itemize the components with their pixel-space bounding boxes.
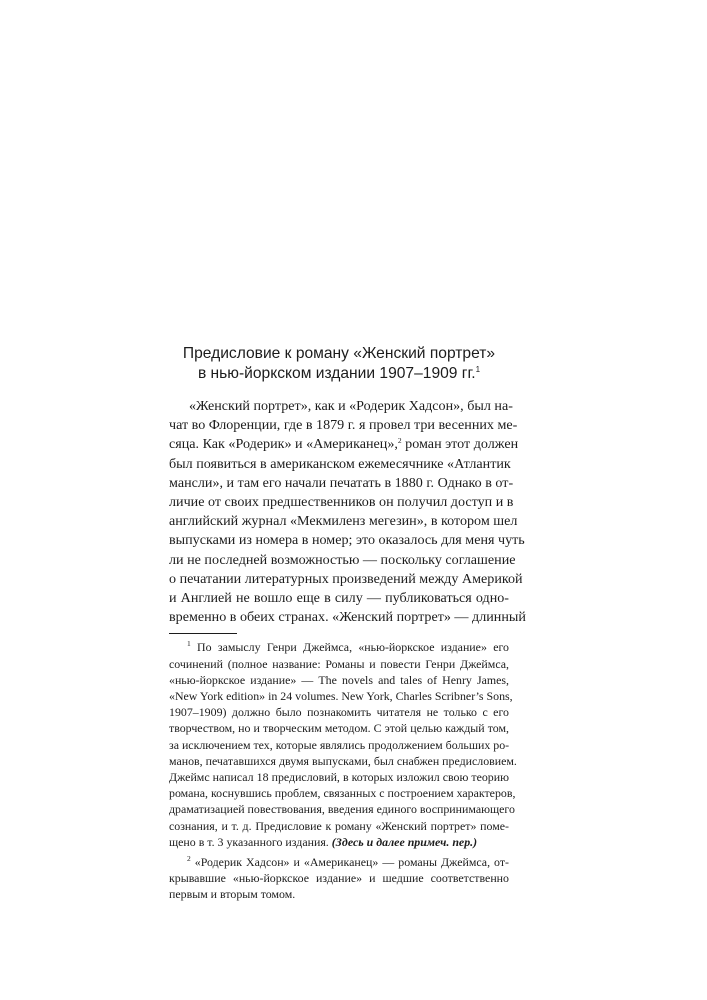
body-line: «Женский портрет», как и «Родерик Хадсон», был на- [189,398,513,414]
footnote-line: «нью-йоркское издание» — The novels and tales of Henry James, [169,672,509,687]
footnote-line: Джеймс написал 18 предисловий, в которых изложил свою теорию [169,770,509,785]
chapter-title-line-1: Предисловие к роману «Женский портрет» [182,345,496,362]
body-line: о печатании литературных произведений между Америкой [169,570,523,587]
footnote-line: за исключением тех, которые являлись продолжением больших ро- [169,737,510,752]
chapter-title [169,344,509,384]
body-line: английский журнал «Мекмиленз мегезин», в котором шел [169,513,518,530]
footnote-mark-1: 1 [187,639,191,649]
footnote-line: «New York edition» in 24 volumes. New York, Charles Scribner’s Sons, [169,689,513,704]
footnote-line: первым и вторым томом. [169,887,296,902]
footnote-line-text: «Родерик Хадсон» и «Американец» — романы Джеймса, от- [190,855,509,870]
footnote-line [169,854,509,870]
body-line: и Англией не вошло еще в силу — публиковаться одно- [169,590,509,607]
footnote-ref-1[interactable]: 1 [475,365,481,374]
body-line: ли не последней возможностью — поскольку соглашение [169,551,516,568]
footnote-divider [169,633,237,634]
footnote-line [169,834,509,850]
footnote-mark-2: 2 [187,854,191,864]
footnote-line: манов, печатавшихся двумя выпусками, был снабжен предисловием. [169,753,517,768]
body-line: выпусками из номера в номер; это оказалось для меня чуть [169,532,525,549]
footnote-1 [169,639,517,850]
body-line: был появиться в американском ежемесячнике «Атлантик [169,455,511,472]
footnote-line-text: По замыслу Генри Джеймса, «нью-йоркское издание» его [190,640,509,655]
footnote-line: сочинений (полное название: Романы и повести Генри Джеймса, [169,656,509,671]
footnote-ref-2[interactable]: 2 [397,436,402,446]
translator-note: (Здесь и далее примеч. пер.) [331,834,478,849]
footnote-line-text: щено в т. 3 указанного издания. [169,834,329,849]
body-line-tail: роман этот должен [401,436,519,453]
body-line-head: сяца. Как «Родерик» и «Американец», [169,436,398,453]
body-line [169,435,519,454]
body-paragraph [169,397,526,627]
body-line: чат во Флоренции, где в 1879 г. я провел три весенних ме- [169,417,518,434]
footnote-line [169,639,509,655]
chapter-title-line-2 [169,364,509,384]
footnote-line: романа, коснувшись проблем, связанных с построением характеров, [169,786,516,801]
footnote-line: драматизацией повествования, введения единого воспринимающего [169,802,515,817]
footnote-line: крывавшие «нью-йоркское издание» и шедшие соответственно [169,871,509,886]
footnote-line: сознания, и т. д. Предисловие к роману «Женский портрет» поме- [169,818,509,833]
chapter-title-line-2-text: в нью-йоркском издании 1907–1909 гг. [197,365,476,382]
body-line: личие от своих предшественников он получил доступ и в [169,494,514,511]
footnote-line: творчеством, но и творческим методом. С этой целью каждый том, [169,721,509,736]
page-column [169,344,526,907]
footnote-line: 1907–1909) должно было познакомить читателя не только с его [169,705,509,720]
body-line: временно в обеих странах. «Женский портрет» — длинный [169,609,526,626]
body-line: мансли», и там его начали печатать в 1880 г. Однако в от- [169,474,514,491]
footnote-2 [169,854,509,903]
